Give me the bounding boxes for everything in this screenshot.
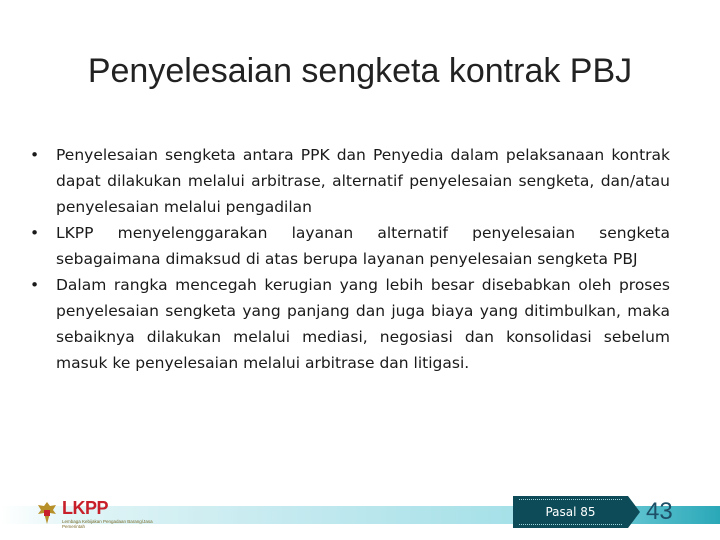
garuda-emblem-icon	[36, 500, 58, 526]
bullet-item	[30, 272, 670, 376]
bullet-marker: •	[30, 146, 40, 164]
badge-arrow-icon	[628, 496, 640, 528]
logo-subtitle: Lembaga Kebijakan Pengadaan Barang/Jasa Pemerintah	[62, 519, 153, 529]
bullet-item	[30, 220, 670, 272]
logo-name: LKPP	[62, 498, 109, 518]
bullet-text: Penyelesaian sengketa antara PPK dan Penyedia dalam pelaksanaan kontrak dapat dilakukan melalui arbitrase, alternatif penyelesaian sengketa, dan/atau penyelesaian melalui pengadilan	[56, 146, 670, 216]
bullet-list	[30, 142, 670, 376]
bullet-marker: •	[30, 276, 40, 294]
bullet-text: LKPP menyelenggarakan layanan alternatif penyelesaian sengketa sebagaimana dimaksud di atas berupa layanan penyelesaian sengketa PBJ	[56, 224, 670, 268]
bullet-marker: •	[30, 224, 40, 242]
article-badge-label: Pasal 85	[545, 505, 596, 519]
lkpp-logo	[36, 498, 156, 532]
page-number: 43	[646, 498, 673, 525]
slide-title: Penyelesaian sengketa kontrak PBJ	[87, 52, 633, 90]
bullet-item	[30, 142, 670, 220]
article-badge	[513, 496, 628, 528]
bullet-text: Dalam rangka mencegah kerugian yang lebih besar disebabkan oleh proses penyelesaian sengketa yang panjang dan juga biaya yang ditimbulkan, maka sebaiknya dilakukan melalui mediasi, negosiasi dan konsolidasi sebelum masuk ke penyelesaian melalui arbitrase dan litigasi.	[56, 276, 670, 372]
slide-footer	[0, 496, 720, 540]
